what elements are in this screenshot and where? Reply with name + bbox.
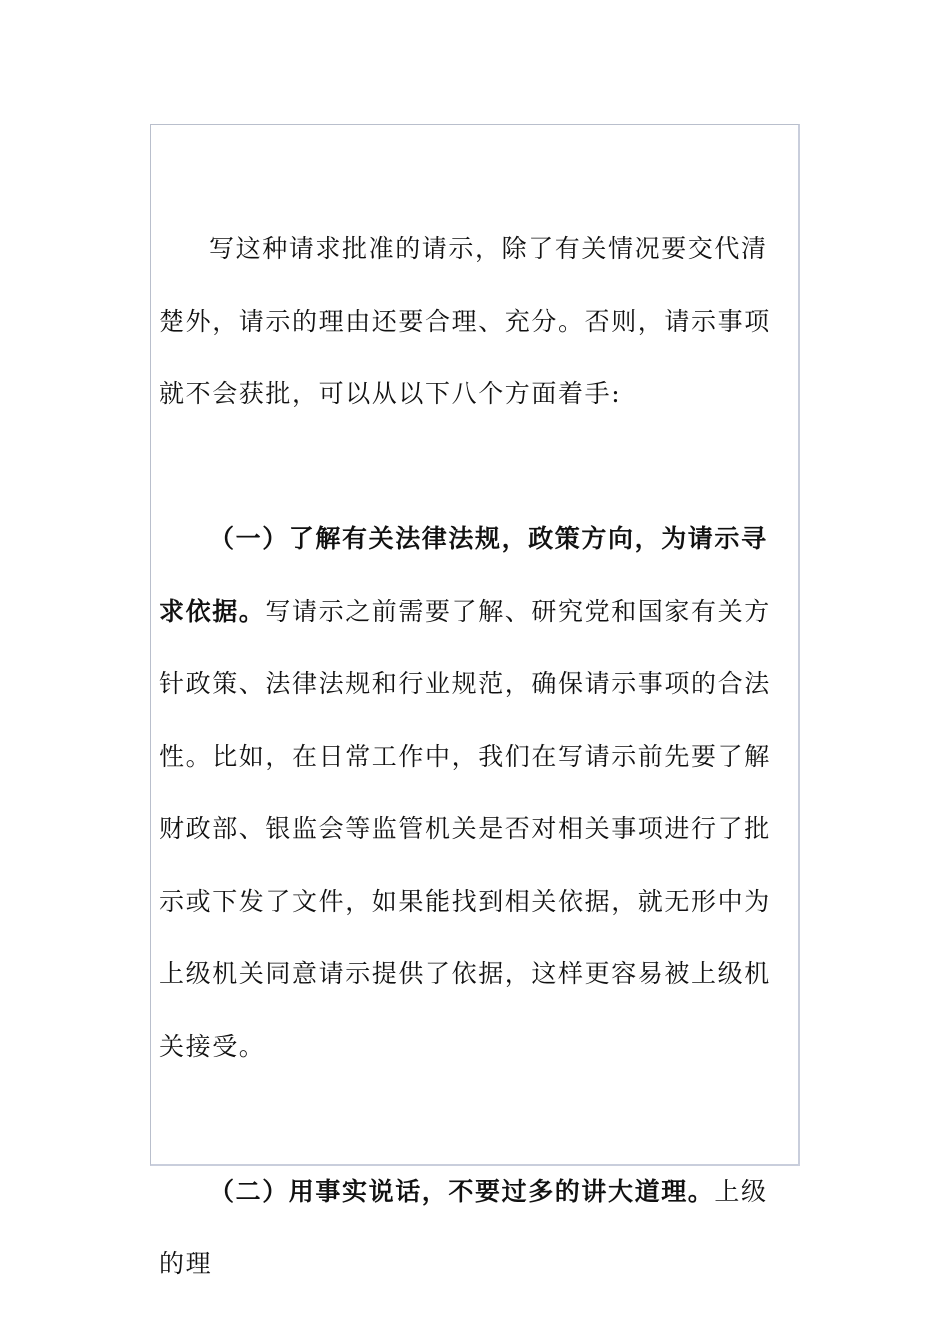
section-one-paragraph xyxy=(159,503,787,1083)
document-page xyxy=(150,124,800,1278)
section-one-heading: （一）了解有关法律法规，政策方向，为请示寻求依据。 xyxy=(159,524,768,626)
section-two-paragraph xyxy=(159,1156,787,1301)
section-one-text: 写请示之前需要了解、研究党和国家有关方针政策、法律法规和行业规范，确保请示事项的合法性。比如，在日常工作中，我们在写请示前先要了解财政部、银监会等监管机关是否对相关事项进行了批示或下发了文件，如果能找到相关依据，就无形中为上级机关同意请示提供了依据，这样更容易被上级机关接受。 xyxy=(159,596,771,1061)
document-body xyxy=(159,213,787,1301)
intro-paragraph xyxy=(159,213,787,431)
section-two-heading: （二）用事实说话，不要过多的讲大道理。 xyxy=(209,1176,715,1206)
section-two-text: 上级的理 xyxy=(159,1176,768,1278)
intro-paragraph-text: 写这种请求批准的请示，除了有关情况要交代清楚外，请示的理由还要合理、充分。否则，请示事项就不会获批，可以从以下八个方面着手: xyxy=(159,234,771,408)
paragraph-spacer xyxy=(159,1083,787,1156)
paragraph-spacer xyxy=(159,431,787,504)
